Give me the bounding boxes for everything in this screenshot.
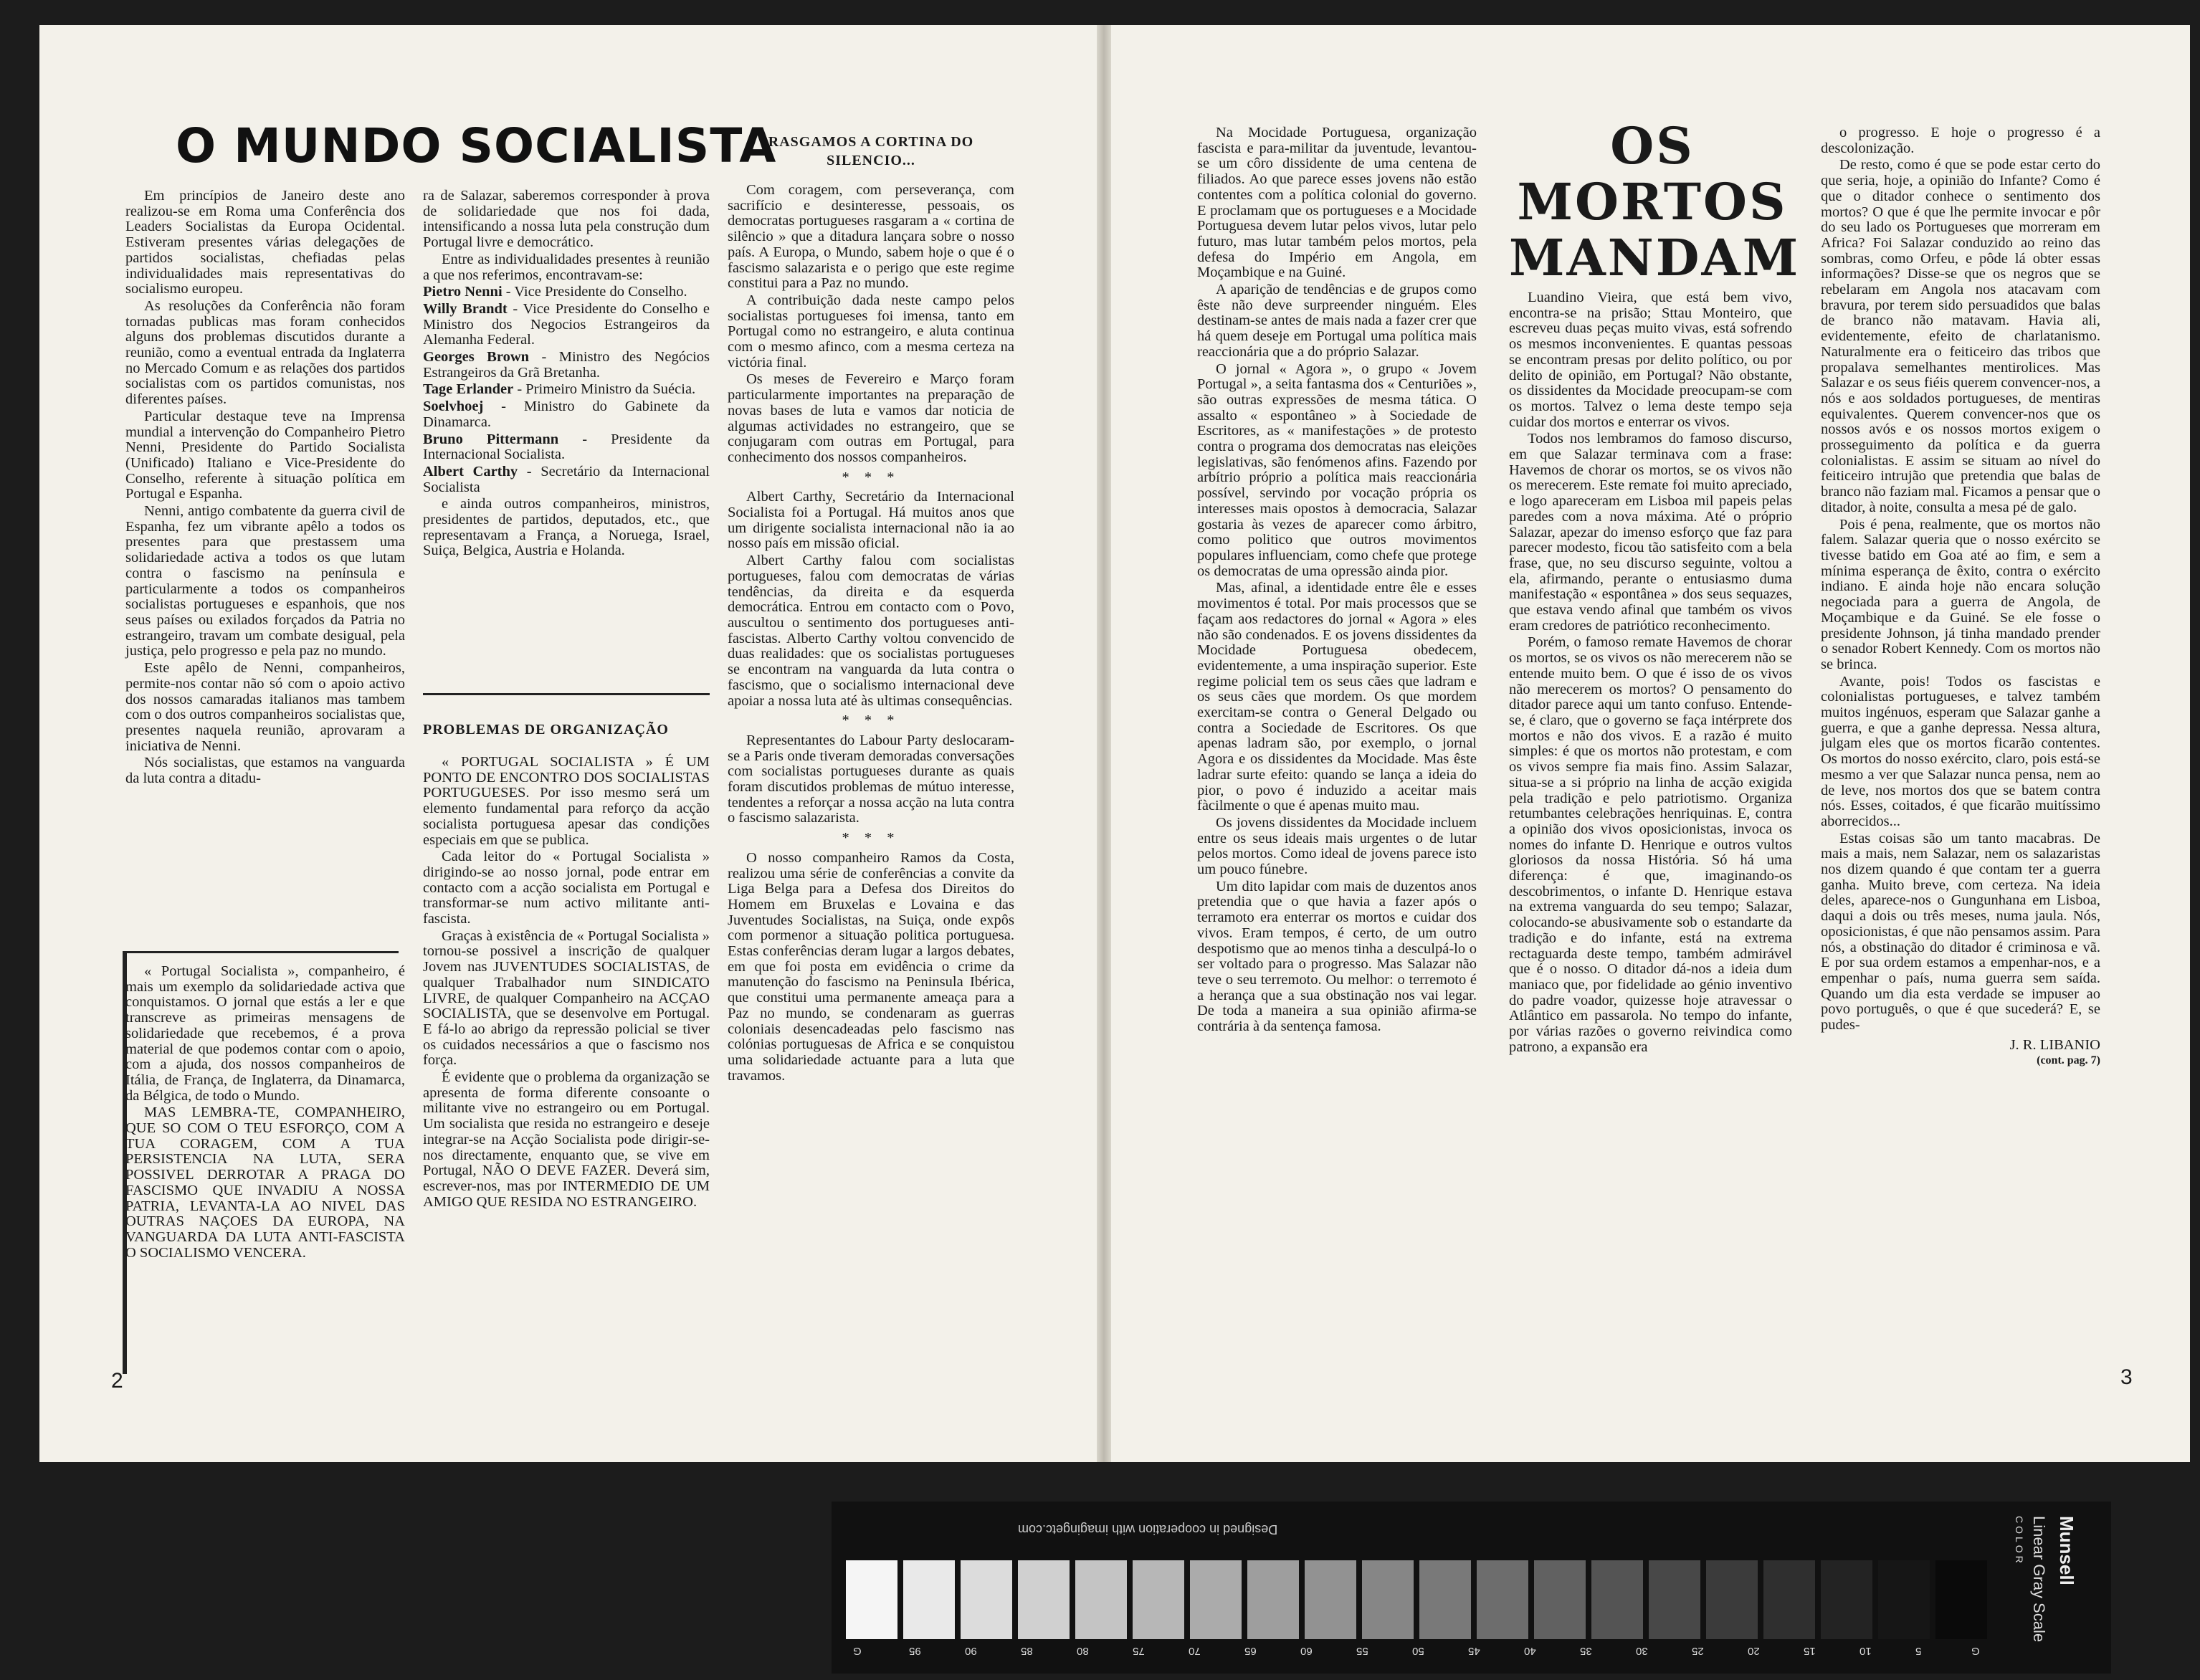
paragraph: Em princípios de Janeiro deste ano realizou-se em Roma uma Conferência dos Leaders Socialistas da Europa Ocidental. Estiveram presentes várias delegações de partidos socialistas, chefiadas pelas individualidades mais representativas do socialismo europeu. xyxy=(125,188,405,297)
gray-patch xyxy=(1821,1560,1872,1639)
attendee-name: Bruno Pittermann xyxy=(423,431,559,447)
gray-patch xyxy=(1018,1560,1070,1639)
gray-patch xyxy=(846,1560,897,1639)
paragraph: Os meses de Fevereiro e Março foram particularmente importantes na preparação de novas bases de luta e vamos dar noticia de algumas actividades no estrangeiro, que se conjugaram com outras em Portugal, para conhecimento dos nossos companheiros. xyxy=(728,371,1014,465)
paragraph: É evidente que o problema da organização se apresenta de forma diferente consoante o militante vive no estrangeiro ou em Portugal. Um socialista que resida no estrangeiro e deseje integrar-se na Acção Socialista pode dirigir-se-nos directamente, enquanto que, se vive em Portugal, NÃO O DEVE FAZER. Deverá sim, escrever-nos, mas por INTERMEDIO DE UM AMIGO QUE RESIDA NO ESTRANGEIRO. xyxy=(423,1069,710,1210)
section-stars-1: * * * xyxy=(842,469,900,485)
scale-title: Linear Gray Scale xyxy=(2030,1516,2048,1643)
scale-label: 70 xyxy=(1189,1645,1201,1657)
scale-label: 65 xyxy=(1244,1645,1257,1657)
gray-patch xyxy=(1419,1560,1471,1639)
gray-patch xyxy=(1935,1560,1987,1639)
section-rule xyxy=(423,693,710,695)
gray-patch xyxy=(1534,1560,1586,1639)
headline-os-mortos-mandam xyxy=(1509,116,1801,287)
attendee-entry xyxy=(423,432,710,463)
paragraph: Pois é pena, realmente, que os mortos não falem. Salazar queria que o nosso exército se tivesse batido em Goa até ao fim, e sem a mínima esperança de êxito, contra o exército indiano. E ainda hoje não encara solução negociada para a guerra de Angola, de Moçambique e da Guiné. Se ele fosse o presidente Johnson, já tinha mandado prender o senador Robert Kennedy. Com os mortos não se brinca. xyxy=(1821,516,2100,672)
scale-label: 95 xyxy=(909,1645,921,1657)
headline-mundo-socialista: O MUNDO SOCIALISTA xyxy=(176,118,777,173)
page-gutter xyxy=(1097,25,1111,1462)
solidarity-box xyxy=(125,964,405,1262)
paragraph: De resto, como é que se pode estar certo do que seria, hoje, a opinião do Infante? Como é que o ditador conhece o sentimento dos mortos? O que é que lhe permite invocar e pôr do seu lado os Portugueses que morreram em Africa? Foi Salazar conduzido ao reino das sombras, como Orfeu, e pôde lá obter essas informações? Disse-se que os negros que se rebelaram em Angola nos atacavam com bravura, por terem sido persuadidos que balas de branco não matavam. Havia ali, evidentemente, efeito de charlatanismo. Naturalmente era o feiticeiro das tribos que propalava semelhantes mentirolices. Mas Salazar e os seus fiéis querem convencer-nos, a nós e aos soldados portugueses, de mentiras equivalentes. Querem convencer-nos que os nossos avós e os nossos mortos exigem o prosseguimento da política e da guerra colonialistas. E assim se situam ao nível do feiticeiro intrujão que pretendia que balas de branco não faziam mal. Ficamos a pensar que o ditador, à noite, consulta a mesa pé de galo. xyxy=(1821,157,2100,515)
scale-label: 45 xyxy=(1468,1645,1480,1657)
gray-patch xyxy=(1477,1560,1528,1639)
attendee-name: Willy Brandt xyxy=(423,300,508,317)
scale-label: 80 xyxy=(1077,1645,1089,1657)
gray-patch xyxy=(1190,1560,1242,1639)
paragraph: O nosso companheiro Ramos da Costa, realizou uma série de conferências a convite da Liga Belga para a Defesa dos Direitos do Homem em Bruxelas e Lovaina e das Juventudes Socialistas, na Suiça, onde expôs com pormenor a situação politica portuguesa. Estas conferências deram lugar a largos debates, em que foi posta em evidência o crime da manutenção do fascismo na Peninsula Ibérica, que constitui uma permanente ameaça para a Paz no mundo, se condenaram as guerras coloniais desencadeadas pelo fascismo nas colónias portuguesas de Africa e se conquistou uma solidariedade actuante para a luta que travamos. xyxy=(728,849,1014,1084)
scale-label: 85 xyxy=(1021,1645,1033,1657)
paragraph: Graças à existência de « Portugal Socialista » tornou-se possivel a inscrição de qualquer Jovem nas JUVENTUDES SOCIALISTAS, de qualquer Trabalhador num SINDICATO LIVRE, de qualquer Companheiro na ACÇAO SOCIALISTA, que se desenvolve em Portugal. E fá-lo ao abrigo da repressão policial se tiver os cuidados necessários a que o fascismo nos força. xyxy=(423,927,710,1069)
paragraph: Albert Carthy, Secretário da Internacional Socialista foi a Portugal. Há muitos anos que um dirigente socialista internacional não ia ao nosso país em missão oficial. xyxy=(728,489,1014,552)
paragraph: As resoluções da Conferência não foram tornadas publicas mas foram conhecidos alguns dos problemas discutidos durante a reunião, como a eventual entrada da Inglaterra no Mercado Comum e as relações dos partidos socialistas com os partidos comunistas, nos diferentes países. xyxy=(125,297,405,408)
paragraph: Albert Carthy falou com socialistas portugueses, falou com democratas de várias tendências, da direita e da esquerda democrática. Entrou em contacto com o Povo, auscultou o sentimento dos portugueses anti-fascistas. Alberto Carthy voltou convencido de duas realidades: que os socialistas portugueses se encontram na vanguarda da luta contra o fascismo, que o socialismo internacional deve apoiar a nossa luta até às ultimas consequências. xyxy=(728,553,1014,709)
gray-patch xyxy=(1706,1560,1758,1639)
rasgamos-body-4 xyxy=(728,851,1014,1084)
scale-label: 40 xyxy=(1524,1645,1536,1657)
paragraph: A contribuição dada neste campo pelos socialistas portugueses foi imensa, tanto em Portugal como no estrangeiro, e aluta continua com o mesmo afinco, com a mesma certeza na victória final. xyxy=(728,292,1014,371)
gray-patch xyxy=(1878,1560,1930,1639)
scale-credit: Designed in cooperation with imagingetc.com xyxy=(1018,1522,1278,1537)
author-signature: J. R. LIBANIO xyxy=(2009,1036,2100,1053)
scale-label: 25 xyxy=(1692,1645,1704,1657)
attendee-role: - Vice Presidente do Conselho. xyxy=(502,284,687,300)
gray-patch xyxy=(1305,1560,1356,1639)
attendee-list xyxy=(423,285,710,495)
scale-label: 35 xyxy=(1580,1645,1592,1657)
paragraph: Todos nos lembramos do famoso discurso, em que Salazar terminava com a frase: Havemos de chorar os mortos, se os vivos não os merecerem. Este remate foi muito apreciado, e logo apareceram em Lisboa mil papeis pelas paredes com a nova máxima. Até o próprio Salazar, apezar do imenso esforço que faz para parecer modesto, ficou tão satisfeito com a bela frase, que, no seu discurso seguinte, voltou a ela, afirmando, perante o entusiasmo duma manifestação « espontânea » dos seus sequazes, que estava vendo afinal que também os vivos eram credores de patriótico reconhecimento. xyxy=(1509,431,1792,634)
attendee-entry xyxy=(423,350,710,381)
page-number-right: 3 xyxy=(2120,1365,2133,1389)
attendee-entry xyxy=(423,382,710,398)
section-stars-2: * * * xyxy=(842,712,900,729)
attendee-role: - Ministro des Negócios Estrangeiros da Grã Bretanha. xyxy=(423,349,710,381)
paragraph: Nenni, antigo combatente da guerra civil de Espanha, fez um vibrante apêlo a todos os presentes para que prestassem uma solidariedade activa a todos os que lutam contra o fascismo na península e particularmente a todos os companheiros socialistas portugueses e espanhois, que nos seus países ou exilados forçados da Patria no estrangeiro, travam um combate desigual, pela justiça, pelo progresso e pela paz no mundo. xyxy=(125,503,405,659)
rasgamos-body-3 xyxy=(728,733,1014,826)
gray-patch xyxy=(1362,1560,1414,1639)
paragraph: Com coragem, com perseverança, com sacrifício e desinteresse, pessoais, os democratas portugueses rasgaram a « cortina de silêncio » que a ditadura lançara sobre o nosso país. A Europa, o Mundo, sabem hoje o que é o fascismo salazarista e o perigo que este regime constitui para a Paz no mundo. xyxy=(728,182,1014,292)
attendee-name: Georges Brown xyxy=(423,349,530,366)
gray-scale-card xyxy=(832,1502,2111,1674)
attendee-name: Tage Erlander xyxy=(423,381,514,398)
left-column-2 xyxy=(423,188,710,560)
headline-line-3: MANDAM xyxy=(1509,228,1801,287)
paragraph: o progresso. E hoje o progresso é a descolonização. xyxy=(1821,125,2100,156)
attendee-entry xyxy=(423,285,710,300)
scale-label: 60 xyxy=(1300,1645,1313,1657)
right-column-3 xyxy=(1821,125,2100,1069)
attendee-entry xyxy=(423,399,710,430)
section-stars-3: * * * xyxy=(842,830,900,846)
attendee-role: - Ministro do Gabinete da Dinamarca. xyxy=(423,398,710,430)
paragraph: Nós socialistas, que estamos na vanguarda da luta contra a ditadu- xyxy=(125,755,405,787)
paragraph: O jornal « Agora », o grupo « Jovem Portugal », a seita fantasma dos « Centuriões », são outras expressões de mesma tática. O assalto « espontâneo » à Sociedade de Escritores, as « manifestações » de protesto contra o programa dos democratas nas eleições legislativas, são fenómenos afins. Fazendo por arbítrio próprio a política mais reaccionária possível, servindo por vocação própria os interesses mais opostos à democracia, Salazar gostaria às vezes de aparecer como árbitro, como politico que outros movimentos populares influenciam, como chefe que protege os democratas de uma opressão ainda pior. xyxy=(1197,361,1477,579)
scale-label: G xyxy=(853,1645,862,1657)
col2-intro2: Entre as individualidades presentes à reunião a que nos referimos, encontravam-se: xyxy=(423,251,710,283)
scale-label: 5 xyxy=(1915,1645,1922,1657)
paragraph: « PORTUGAL SOCIALISTA » É UM PONTO DE ENCONTRO DOS SOCIALISTAS PORTUGUESES. Por isso mesmo será um elemento fundamental para reforço da acção socialista portuguesa apesar das condições especiais em que se publica. xyxy=(423,754,710,848)
paragraph: Luandino Vieira, que está bem vivo, encontra-se na prisão; Sttau Monteiro, que escreveu duas peças muito vivas, está sofrendo os mesmos inconvenientes. E quantas pessoas se encontram presas por delito político, ou por delito de opinião, em Portugal? Não obstante, os dissidentes da Mocidade preocupam-se com os mortos. Talvez o lema deste tempo seja cuidar dos mortos e enterrar os vivos. xyxy=(1509,290,1792,430)
rasgamos-title: RASGAMOS A CORTINA DO SILENCIO... xyxy=(768,134,974,168)
paragraph: A aparição de tendências e de grupos como êste não deve surpreender ninguém. Eles destinam-se antes de mais nada a fazer crer que há quem deseje em Portugal uma política mais reaccionária que a do próprio Salazar. xyxy=(1197,282,1477,360)
paragraph: Porém, o famoso remate Havemos de chorar os mortos, se os vivos os não merecerem não se entende muito bem. O que é isso de os vivos não merecerem os mortos? O pensamento do ditador parece aqui um tanto confuso. Entende-se, é claro, que o governo se faça intérprete dos mortos e não dos vivos. E a razão é muito simples: é que os mortos não protestam, e com os vivos sempre fia mais fino. Assim Salazar, situa-se a si próprio na linha de acção exigida pela tradição e pelo patriotismo. Organiza retumbantes celebrações henriquinas. E, contra a opinião dos vivos oposicionistas, invoca os nomes do infante D. Henrique e outros vultos gloriosos da nossa História. Só há uma diferença: é que, imaginando-os descobrimentos, o infante D. Henrique estava na extrema vanguarda do seu tempo; Salazar, colocando-se abusivamente sob o estandarte da tradição e do infante, está na extrema rectaguarda deste tempo, também admirável que é o nosso. O ditador dá-nos a ideia dum maniaco que, por fidelidade ao génio inventivo do padre voador, quizesse hoje atravessar o Atlântico em passarola. No tempo do infante, por várias razões o governo reivindica como patrono, a expansão era xyxy=(1509,634,1792,1055)
paragraph: Avante, pois! Todos os fascistas e colonialistas portugueses, e talvez também muitos ingénuos, esperam que Salazar ganhe a guerra, e que a ganhe depressa. Nessa altura, julgam eles que os mortos ficarão contentes. Os mortos do nosso exército, claro, pois está-se mesmo a ver que Salazar nunca pensa, nem ao de leve, nos mortos dos que se batem contra nós. Esses, coitados, é que ficarão muitíssimo aborrecidos... xyxy=(1821,673,2100,829)
gray-patch xyxy=(961,1560,1012,1639)
attendee-name: Albert Carthy xyxy=(423,463,518,479)
gray-patch xyxy=(903,1560,955,1639)
paragraph: Representantes do Labour Party deslocaram-se a Paris onde tiveram demoradas conversações com socialistas portugueses durante as quais foram discutidos problemas de mútuo interesse, tendentes a reforçar a nossa acção na luta contra o fascismo salazarista. xyxy=(728,732,1014,826)
box-rule-top xyxy=(123,951,399,953)
right-column-1 xyxy=(1197,125,1477,1036)
paragraph: Particular destaque teve na Imprensa mundial a intervenção do Companheiro Pietro Nenni, Presidente do Partido Socialista (Unificado) Italiano e Vice-Presidente do Conselho, referente à situação política em Portugal e Espanha. xyxy=(125,408,405,502)
scale-label: G xyxy=(1971,1645,1980,1657)
left-column-1 xyxy=(125,188,405,788)
right-column-3-body xyxy=(1821,125,2100,1034)
paragraph: MAS LEMBRA-TE, COMPANHEIRO, QUE SO COM O TEU ESFORÇO, COM A TUA CORAGEM, COM A TUA PERSISTENCIA NA LUTA, SERA POSSIVEL DERROTAR A PRAGA DO FASCISMO QUE INVADIU A NOSSA PATRIA, LEVANTA-LA AO NIVEL DAS OUTRAS NAÇOES DA EUROPA, NA VANGUARDA DA LUTA ANTI-FASCISTA O SOCIALISMO VENCERA. xyxy=(125,1104,405,1261)
problemas-column xyxy=(423,755,710,1211)
gray-patch xyxy=(1591,1560,1643,1639)
munsell-brand xyxy=(2055,1516,2098,1659)
paragraph: Este apêlo de Nenni, companheiros, permite-nos contar não só com o apoio activo dos nossos camaradas italianos mas tambem com o dos outros companheiros socialistas que, presentes naquela reunião, aprovaram a iniciativa de Nenni. xyxy=(125,660,406,754)
right-page xyxy=(1111,25,2190,1462)
gray-patch xyxy=(1649,1560,1700,1639)
brand-name: Munsell xyxy=(2056,1516,2077,1585)
attendee-role: - Primeiro Ministro da Suécia. xyxy=(513,381,696,398)
page-number-left: 2 xyxy=(111,1369,123,1393)
rasgamos-body-2 xyxy=(728,490,1014,709)
right-column-2 xyxy=(1509,290,1792,1056)
scale-label: 30 xyxy=(1636,1645,1648,1657)
scale-label: 75 xyxy=(1133,1645,1145,1657)
brand-sub: COLOR xyxy=(2014,1516,2025,1566)
attendee-role: - Secretário da Internacional Socialista xyxy=(423,463,710,495)
headline-line-2: MORTOS xyxy=(1517,172,1788,232)
left-page xyxy=(39,25,1097,1462)
attendee-name: Pietro Nenni xyxy=(423,284,503,300)
attendee-role: - Presidente da Internacional Socialista. xyxy=(423,431,710,463)
paragraph: Os jovens dissidentes da Mocidade incluem entre os seus ideais mais urgentes o de lutar pelos mortos. Como ideal de jovens parece isto um pouco fúnebre. xyxy=(1197,814,1477,878)
gray-patch xyxy=(1133,1560,1184,1639)
scale-label: 15 xyxy=(1804,1645,1816,1657)
paragraph: Na Mocidade Portuguesa, organização fascista e para-militar da juventude, levantou-se um côro dissidente de uma centena de filiados. Ao que parece esses jovens não estão contentes com a política colonial do governo. E proclamam que os portugueses e a Mocidade Portuguesa devem lutar pelos vivos, lutar pelo futuro, mas lutar também pelos mortos, pela defesa do Império em Angola, em Moçambique e na Guiné. xyxy=(1197,125,1477,281)
gray-patch xyxy=(1763,1560,1815,1639)
headline-line-1: OS xyxy=(1610,116,1695,176)
attendee-entry xyxy=(423,302,710,348)
paragraph: Mas, afinal, a identidade entre êle e esses movimentos é total. Por mais processos que se façam aos redactores do jornal « Agora » eles não são condenados. E os jovens dissidentes da Mocidade Portuguesa obedecem, evidentemente, a uma inspiração superior. Este regime policial tem os seus cães que ladram e os seus cães que mordem. Os que mordem exercitam-se contra o General Delgado ou contra a Sociedade de Escritores. Os que apenas ladram são, por exemplo, o jornal Agora e os dissidentes da Mocidade. Mas êste ladrar surte efeito: quando se lança a ideia do pior, o povo é induzido a aceitar mais fàcilmente o que é apenas muito mau. xyxy=(1197,580,1477,814)
col2-outro: e ainda outros companheiros, ministros, presidentes de partidos, deputados, etc., que representavam a França, a Noruega, Israel, Suiça, Belgica, Austria e Holanda. xyxy=(423,496,710,559)
col2-intro: ra de Salazar, saberemos corresponder à prova de solidariedade que nos foi dada, intensificando a nossa luta pela construção dum Portugal livre e democrático. xyxy=(423,188,710,251)
scale-label: 50 xyxy=(1412,1645,1424,1657)
attendee-name: Soelvhoej xyxy=(423,398,484,415)
gray-patch xyxy=(1075,1560,1127,1639)
paragraph: Estas coisas são um tanto macabras. De mais a mais, nem Salazar, nem os salazaristas nos dizem quando é que contam ter a guerra ganha. Muito breve, com certeza. Na ideia deles, aparece-nos o Gungunhana em Lisboa, daqui a dois ou três meses, numa jaula. Nós, oposicionistas, é que não pensamos assim. Para nós, a obstinação do ditador é criminosa e vã. E por sua ordem estamos a empenhar-nos, e a empenhar o país, numa guerra sem saída. Quando um dia esta verdade se impuser ao povo português, o que é que sucederá? E, se pudes- xyxy=(1821,830,2100,1034)
continued-note: (cont. pag. 7) xyxy=(2037,1054,2100,1067)
attendee-entry xyxy=(423,464,710,495)
paragraph: « Portugal Socialista », companheiro, é mais um exemplo da solidariedade activa que conquistamos. O jornal que estás a ler e que transcreve as primeiras mensagens de solidariedade que recebemos, é a prova material de que podemos contar com o apoio, com a ajuda, dos nossos companheiros de Itália, de França, de Inglaterra, da Dinamarca, da Bélgica, de todo o Mundo. xyxy=(125,963,405,1104)
scale-label: 90 xyxy=(965,1645,977,1657)
attendee-role: - Vice Presidente do Conselho e Ministro dos Negocios Estrangeiros da Alemanha Federal. xyxy=(423,300,710,348)
rasgamos-body xyxy=(728,183,1014,466)
paragraph: Um dito lapidar com mais de duzentos anos pretendia que o que havia a fazer após o terramoto era enterrar os mortos e cuidar dos vivos. Eram tempos, é certo, de um outro despotismo que ao menos tinha a desculpá-lo o ser voltado para o progresso. Mas Salazar não teve o seu terremoto. Ou melhor: o terremoto é a herança que a sua obstinação nos vai legar. De toda a maneira a sua opinião afirma-se contrária à da sentença famosa. xyxy=(1197,878,1477,1035)
rasgamos-column xyxy=(728,183,1014,1085)
scale-label: 10 xyxy=(1859,1645,1872,1657)
paragraph: Cada leitor do « Portugal Socialista » dirigindo-se ao nosso jornal, pode entrar em contacto com a acção socialista em Portugal e transformar-se num activo militante anti-fascista. xyxy=(423,849,710,927)
problemas-title: PROBLEMAS DE ORGANIZAÇÃO xyxy=(423,722,669,738)
scale-label: 55 xyxy=(1356,1645,1368,1657)
gray-patch xyxy=(1247,1560,1299,1639)
scale-label: 20 xyxy=(1748,1645,1760,1657)
